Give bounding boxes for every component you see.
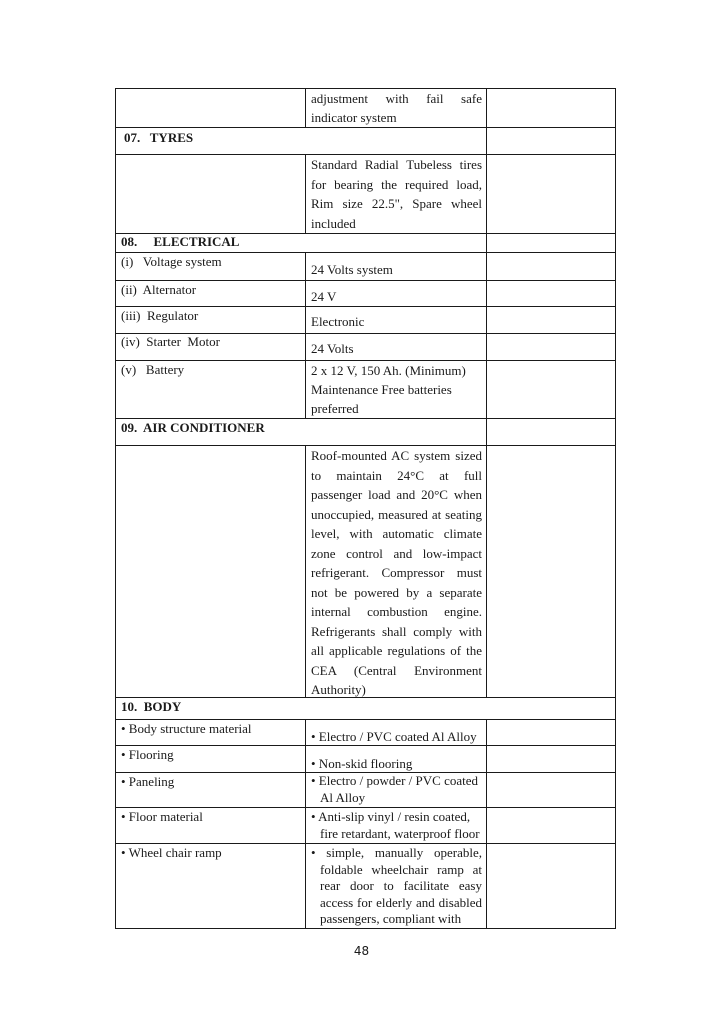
section-heading-electrical: 08. ELECTRICAL [115, 233, 487, 253]
floor-material-label: • Floor material [115, 807, 306, 844]
cont-label-cell [115, 88, 306, 128]
ac-remark-cell [486, 445, 616, 698]
flooring-spec: • Non-skid flooring [305, 745, 487, 773]
tyres-spec-cell: Standard Radial Tubeless tires for bearing the required load, Rim size 22.5", Spare wheel included [305, 154, 487, 234]
starter-motor-remark [486, 333, 616, 361]
ac-remark-heading [486, 418, 616, 446]
page-number: 48 [353, 944, 370, 958]
alternator-remark [486, 280, 616, 307]
battery-spec: 2 x 12 V, 150 Ah. (Minimum) Maintenance Free batteries preferred [305, 360, 487, 419]
starter-motor-spec: 24 Volts [305, 333, 487, 361]
paneling-remark [486, 772, 616, 808]
flooring-remark [486, 745, 616, 773]
cont-remark-cell [486, 88, 616, 128]
tyres-remark-cell [486, 154, 616, 234]
floor-material-remark [486, 807, 616, 844]
battery-label: (v) Battery [115, 360, 306, 419]
tyres-label-cell [115, 154, 306, 234]
paneling-label: • Paneling [115, 772, 306, 808]
alternator-label: (ii) Alternator [115, 280, 306, 307]
wheelchair-ramp-remark [486, 843, 616, 929]
floor-material-spec: • Anti-slip vinyl / resin coated, fire retardant, waterproof floor [305, 807, 487, 844]
section-heading-body: 10. BODY [115, 697, 616, 720]
paneling-spec: • Electro / powder / PVC coated Al Alloy [305, 772, 487, 808]
body-structure-spec: • Electro / PVC coated Al Alloy [305, 719, 487, 746]
starter-motor-label: (iv) Starter Motor [115, 333, 306, 361]
ac-label-cell [115, 445, 306, 698]
voltage-label: (i) Voltage system [115, 252, 306, 281]
body-structure-remark [486, 719, 616, 746]
voltage-remark [486, 252, 616, 281]
regulator-spec: Electronic [305, 306, 487, 334]
regulator-label: (iii) Regulator [115, 306, 306, 334]
regulator-remark [486, 306, 616, 334]
battery-remark [486, 360, 616, 419]
electrical-remark-heading [486, 233, 616, 253]
section-heading-tyres: 07. TYRES [115, 127, 487, 155]
flooring-label: • Flooring [115, 745, 306, 773]
voltage-spec: 24 Volts system [305, 252, 487, 281]
section-heading-air-conditioner: 09. AIR CONDITIONER [115, 418, 487, 446]
cont-spec-cell: adjustment with fail safe indicator system [305, 88, 487, 128]
tyres-remark-heading [486, 127, 616, 155]
ac-spec-cell: Roof-mounted AC system sized to maintain 24°C at full passenger load and 20°C when unoccupied, measured at seating level, with automatic climate zone control and low-impact refrigerant. Compressor must not be powered by a separate internal combustion engine. Refrigerants shall comply with all applicable regulations of the CEA (Central Environment Authority) [305, 445, 487, 698]
wheelchair-ramp-spec: • simple, manually operable, foldable wheelchair ramp at rear door to facilitate easy access for elderly and disabled passengers, compliant with [305, 843, 487, 929]
alternator-spec: 24 V [305, 280, 487, 307]
body-structure-label: • Body structure material [115, 719, 306, 746]
wheelchair-ramp-label: • Wheel chair ramp [115, 843, 306, 929]
